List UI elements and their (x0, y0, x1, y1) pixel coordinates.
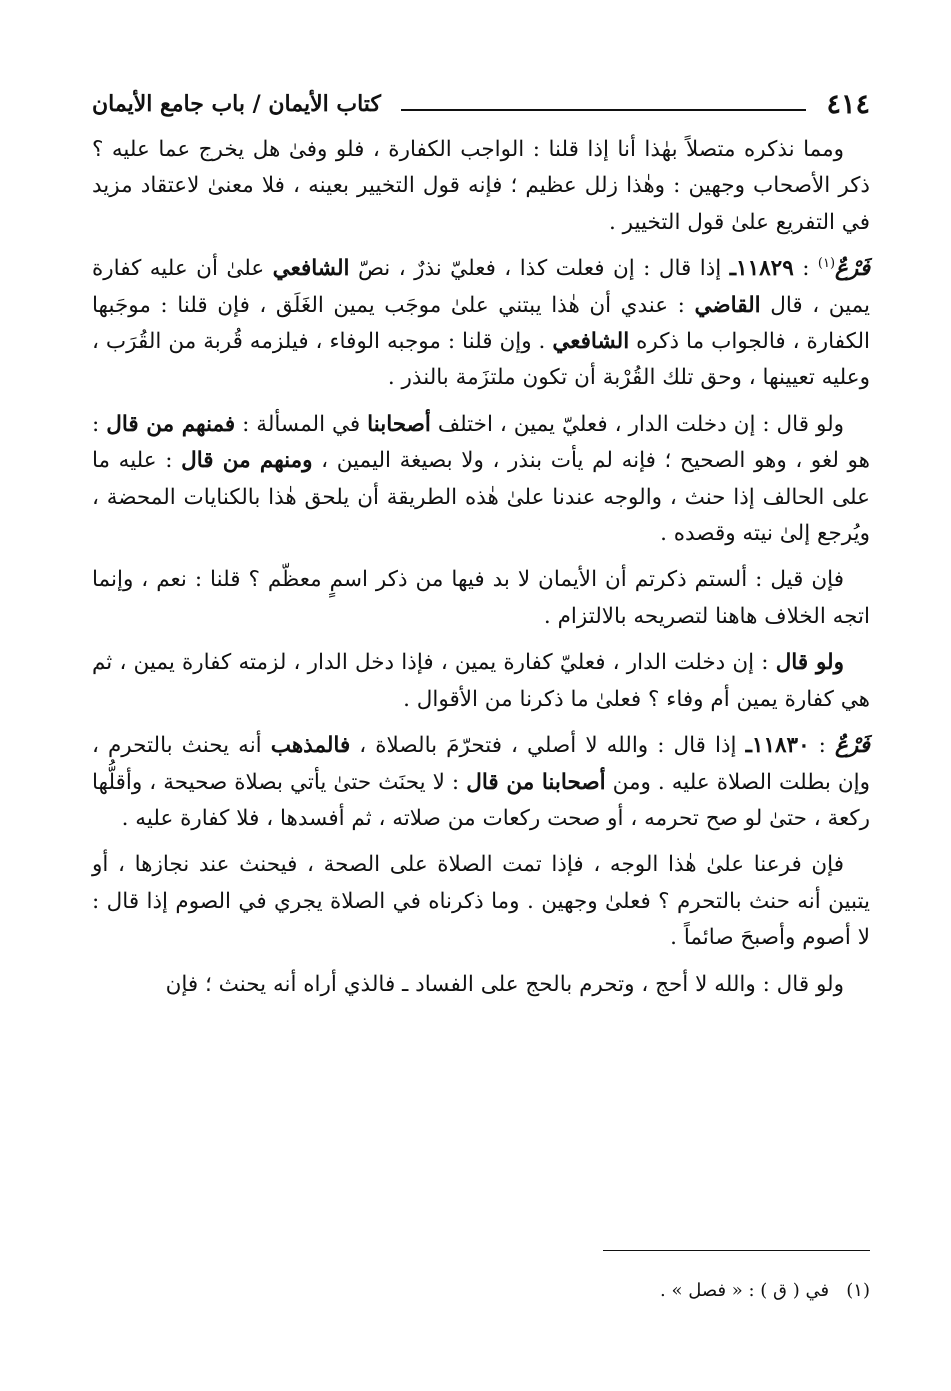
bold-term: فمنهم من قال (106, 411, 236, 437)
bold-term: أصحابنا (367, 411, 431, 437)
paragraph-text: إذا قال : إن فعلت كذا ، فعليّ نذرٌ ، نصّ (357, 256, 722, 282)
paragraph-8 (92, 967, 870, 1003)
running-title: كتاب الأيمان / باب جامع الأيمان (92, 91, 381, 117)
paragraph-5 (92, 645, 870, 718)
paragraph-text: فإن فرعنا علىٰ هٰذا الوجه ، فإذا تمت الصلاة على الصحة ، فيحنث عند نجازها ، أو يتبين أنه حنث بالتحرم ؟ فعلىٰ وجهين . وما ذكرناه في الصلاة يجري في الصوم إذا قال : لا أصوم وأصبحَ صائماً . (92, 852, 870, 951)
page-number: ٤١٤ (826, 88, 870, 120)
bold-term: أصحابنا من قال (466, 769, 606, 795)
footnote-rule (603, 1250, 870, 1251)
paragraph-text: إذا قال : والله لا أصلي ، فتحرّمَ بالصلاة ، (359, 733, 737, 759)
paragraph-text: فإن قيل : ألستم ذكرتم أن الأيمان لا بد فيها من ذكر اسمٍ معظّم ؟ قلنا : نعم ، وإنما اتجه الخلاف هاهنا لتصريحه بالالتزام . (92, 567, 870, 629)
footnote-number: (١) (846, 1280, 870, 1301)
paragraph-text: علىٰ أن عليه كفارة يمين ، قال (92, 256, 871, 318)
paragraph-text: . وإن قلنا : موجبه الوفاء ، فيلزمه قُربة من القُرَب ، وعليه تعيينها ، وحق تلك القُرْبة أن تكون ملتزَمة بالنذر . (92, 329, 870, 391)
issue-number: ١١٨٣٠ـ (745, 733, 810, 759)
bold-term: ومنهم من قال (181, 448, 313, 474)
header-rule (401, 109, 807, 111)
paragraph-branch-11829: فَرْعٌ$^{(١)}$ : ١١٨٢٩ـ إذا قال : إن فعلت كذا ، فعليّ نذرٌ ، نصّ الشافعي علىٰ أن عليه كفارة يمين ، قال القاضي : عندي أن هٰذا يبتني علىٰ موجَب يمين الغَلَق ، فإن قلنا : موجَبها الكفارة ، فالجواب ما ذكره الشافعي . وإن قلنا : موجبه الوفاء ، فيلزمه قُربة من القُرَب ، وعليه تعيينها ، وحق تلك القُرْبة أن تكون ملتزَمة بالنذر . (92, 256, 871, 391)
bold-term: فالمذهب (270, 733, 351, 759)
page-body (92, 132, 870, 1013)
footnote-text: في ( ق ) : « فصل » . (660, 1280, 830, 1301)
paragraph-text: : عليه ما على الحالف إذا حنث ، والوجه عندنا علىٰ هٰذه الطريقة أن يلحق هٰذا بالكنايات المحضة ، ويُرجع إلىٰ نيته وقصده . (92, 448, 870, 547)
paragraph-text: في المسألة : (242, 411, 361, 437)
paragraph-text: : عندي أن هٰذا يبتني علىٰ موجَب يمين الغَلَق ، فإن قلنا : موجَبها الكفارة ، فالجواب ما ذكره (92, 292, 870, 355)
paragraph-3 (92, 407, 870, 553)
paragraph-branch-11830: فَرْعٌ : ١١٨٣٠ـ إذا قال : والله لا أصلي ، فتحرّمَ بالصلاة ، فالمذهب أنه يحنث بالتحرم ، وإن بطلت الصلاة عليه . ومن أصحابنا من قال : لا يحنَث حتىٰ يأتي بصلاة صحيحة ، وأقلُّها ركعة ، حتىٰ لو صح تحرمه ، أو صحت ركعات من صلاته ، ثم أفسدها ، فلا كفارة عليه . (92, 733, 871, 831)
bold-term: الشافعي (552, 329, 630, 355)
paragraph-text: : لا يحنَث حتىٰ يأتي بصلاة صحيحة ، وأقلُّها ركعة ، حتىٰ لو صح تحرمه ، أو صحت ركعات من صلاته ، ثم أفسدها ، فلا كفارة عليه . (92, 769, 870, 831)
far-label: فَرْعٌ (834, 733, 870, 759)
paragraph-text: ولو قال : إن دخلت الدار ، فعليّ يمين ، اختلف (437, 411, 844, 437)
issue-number: ١١٨٢٩ـ (729, 256, 794, 282)
paragraph-1 (92, 132, 870, 241)
paragraph-text: ومما نذكره متصلاً بهٰذا أنا إذا قلنا : الواجب الكفارة ، فلو وفىٰ هل يخرج عما عليه ؟ ذكر الأصحاب وجهين : وهٰذا زلل عظيم ؛ فإنه قول التخيير بعينه ، فلا معنىٰ لاعتقاد مزيد في التفريع علىٰ قول التخيير . (92, 137, 870, 235)
far-label: فَرْعٌ (835, 256, 871, 282)
footnote (92, 1276, 870, 1306)
paragraph-7 (92, 847, 870, 956)
paragraph-text: : إن دخلت الدار ، فعليّ كفارة يمين ، فإذا دخل الدار ، لزمته كفارة يمين ، ثم هي كفارة يمين أم وفاء ؟ فعلىٰ ما ذكرنا من الأقوال . (92, 650, 870, 712)
paragraph-text: أنه يحنث بالتحرم ، وإن بطلت الصلاة عليه . ومن (92, 733, 871, 795)
paragraph-text: ولو قال : والله لا أحج ، وتحرم بالحج على الفساد ـ فالذي أراه أنه يحنث ؛ فإن (165, 971, 844, 997)
paragraph-text: : هو لغو ، وهو الصحيح ؛ فإنه لم يأت بنذر ، ولا بصيغة اليمين ، (92, 411, 870, 474)
page-header (92, 84, 870, 124)
bold-term: القاضي (694, 292, 761, 318)
bold-term: الشافعي (272, 256, 350, 282)
paragraph-4 (92, 562, 870, 635)
bold-term: ولو قال (775, 650, 844, 676)
footnote-marker[interactable]: (١) (817, 256, 836, 272)
